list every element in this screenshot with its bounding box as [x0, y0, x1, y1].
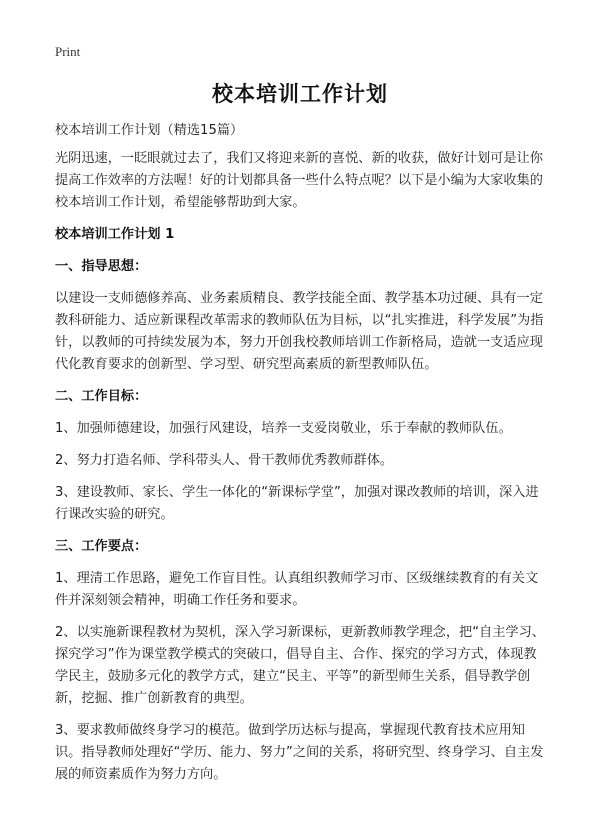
work-point-item-3: 3、要求教师做终身学习的模范。做到学历达标与提高，掌握现代教育技术应用知识。指导教师处理好“学历、能力、努力”之间的关系，将研究型、终身学习、自主发展的师资素质作为努力方向。 [55, 723, 544, 782]
section-heading-work-points: 三、工作要点： [55, 539, 148, 554]
section-heading-work-goals: 二、工作目标： [55, 389, 148, 404]
guiding-thought-paragraph: 以建设一支师德修养高、业务素质精良、教学技能全面、教学基本功过硬、具有一定教科研能力、适应新课程改革需求的教师队伍为目标，以“扎实推进，科学发展”为指针，以教师的可持续发展为本，努力开创我校教师培训工作新格局，造就一支适应现代化教育要求的创新型、学习型、研究型高素质的新型教师队伍。 [55, 291, 544, 372]
work-goal-item-2: 2、努力打造名师、学科带头人、骨干教师优秀教师群体。 [55, 453, 394, 468]
document-body [55, 120, 545, 796]
intro-paragraph: 光阴迅速，一眨眼就过去了，我们又将迎来新的喜悦、新的收获，做好计划可是让你提高工作效率的方法喔！好的计划都具备一些什么特点呢？以下是小编为大家收集的校本培训工作计划，希望能够帮助到大家。 [55, 151, 543, 210]
page-title: 校本培训工作计划 [212, 82, 388, 106]
section-heading-guiding-thought: 一、指导思想： [55, 259, 148, 274]
work-goal-item-1: 1、加强师德建设，加强行风建设，培养一支爱岗敬业，乐于奉献的教师队伍。 [55, 421, 512, 436]
plan-heading: 校本培训工作计划 1 [55, 227, 175, 242]
print-link[interactable]: Print [55, 44, 81, 59]
document-subtitle: 校本培训工作计划（精选15篇） [55, 123, 244, 138]
work-point-item-2: 2、以实施新课程教材为契机，深入学习新课标，更新教师教学理念，把“自主学习、探究学习”作为课堂教学模式的突破口，倡导自主、合作、探究的学习方式，体现教学民主，鼓励多元化的教学方式，建立“民主、平等”的新型师生关系，倡导教学创新，挖掘、推广创新教育的典型。 [55, 625, 545, 706]
work-point-item-1: 1、理清工作思路，避免工作盲目性。认真组织教师学习市、区级继续教育的有关文件并深刻领会精神，明确工作任务和要求。 [55, 571, 539, 608]
work-goal-item-3: 3、建设教师、家长、学生一体化的“新课标学堂”，加强对课改教师的培训，深入进行课改实验的研究。 [55, 485, 539, 522]
